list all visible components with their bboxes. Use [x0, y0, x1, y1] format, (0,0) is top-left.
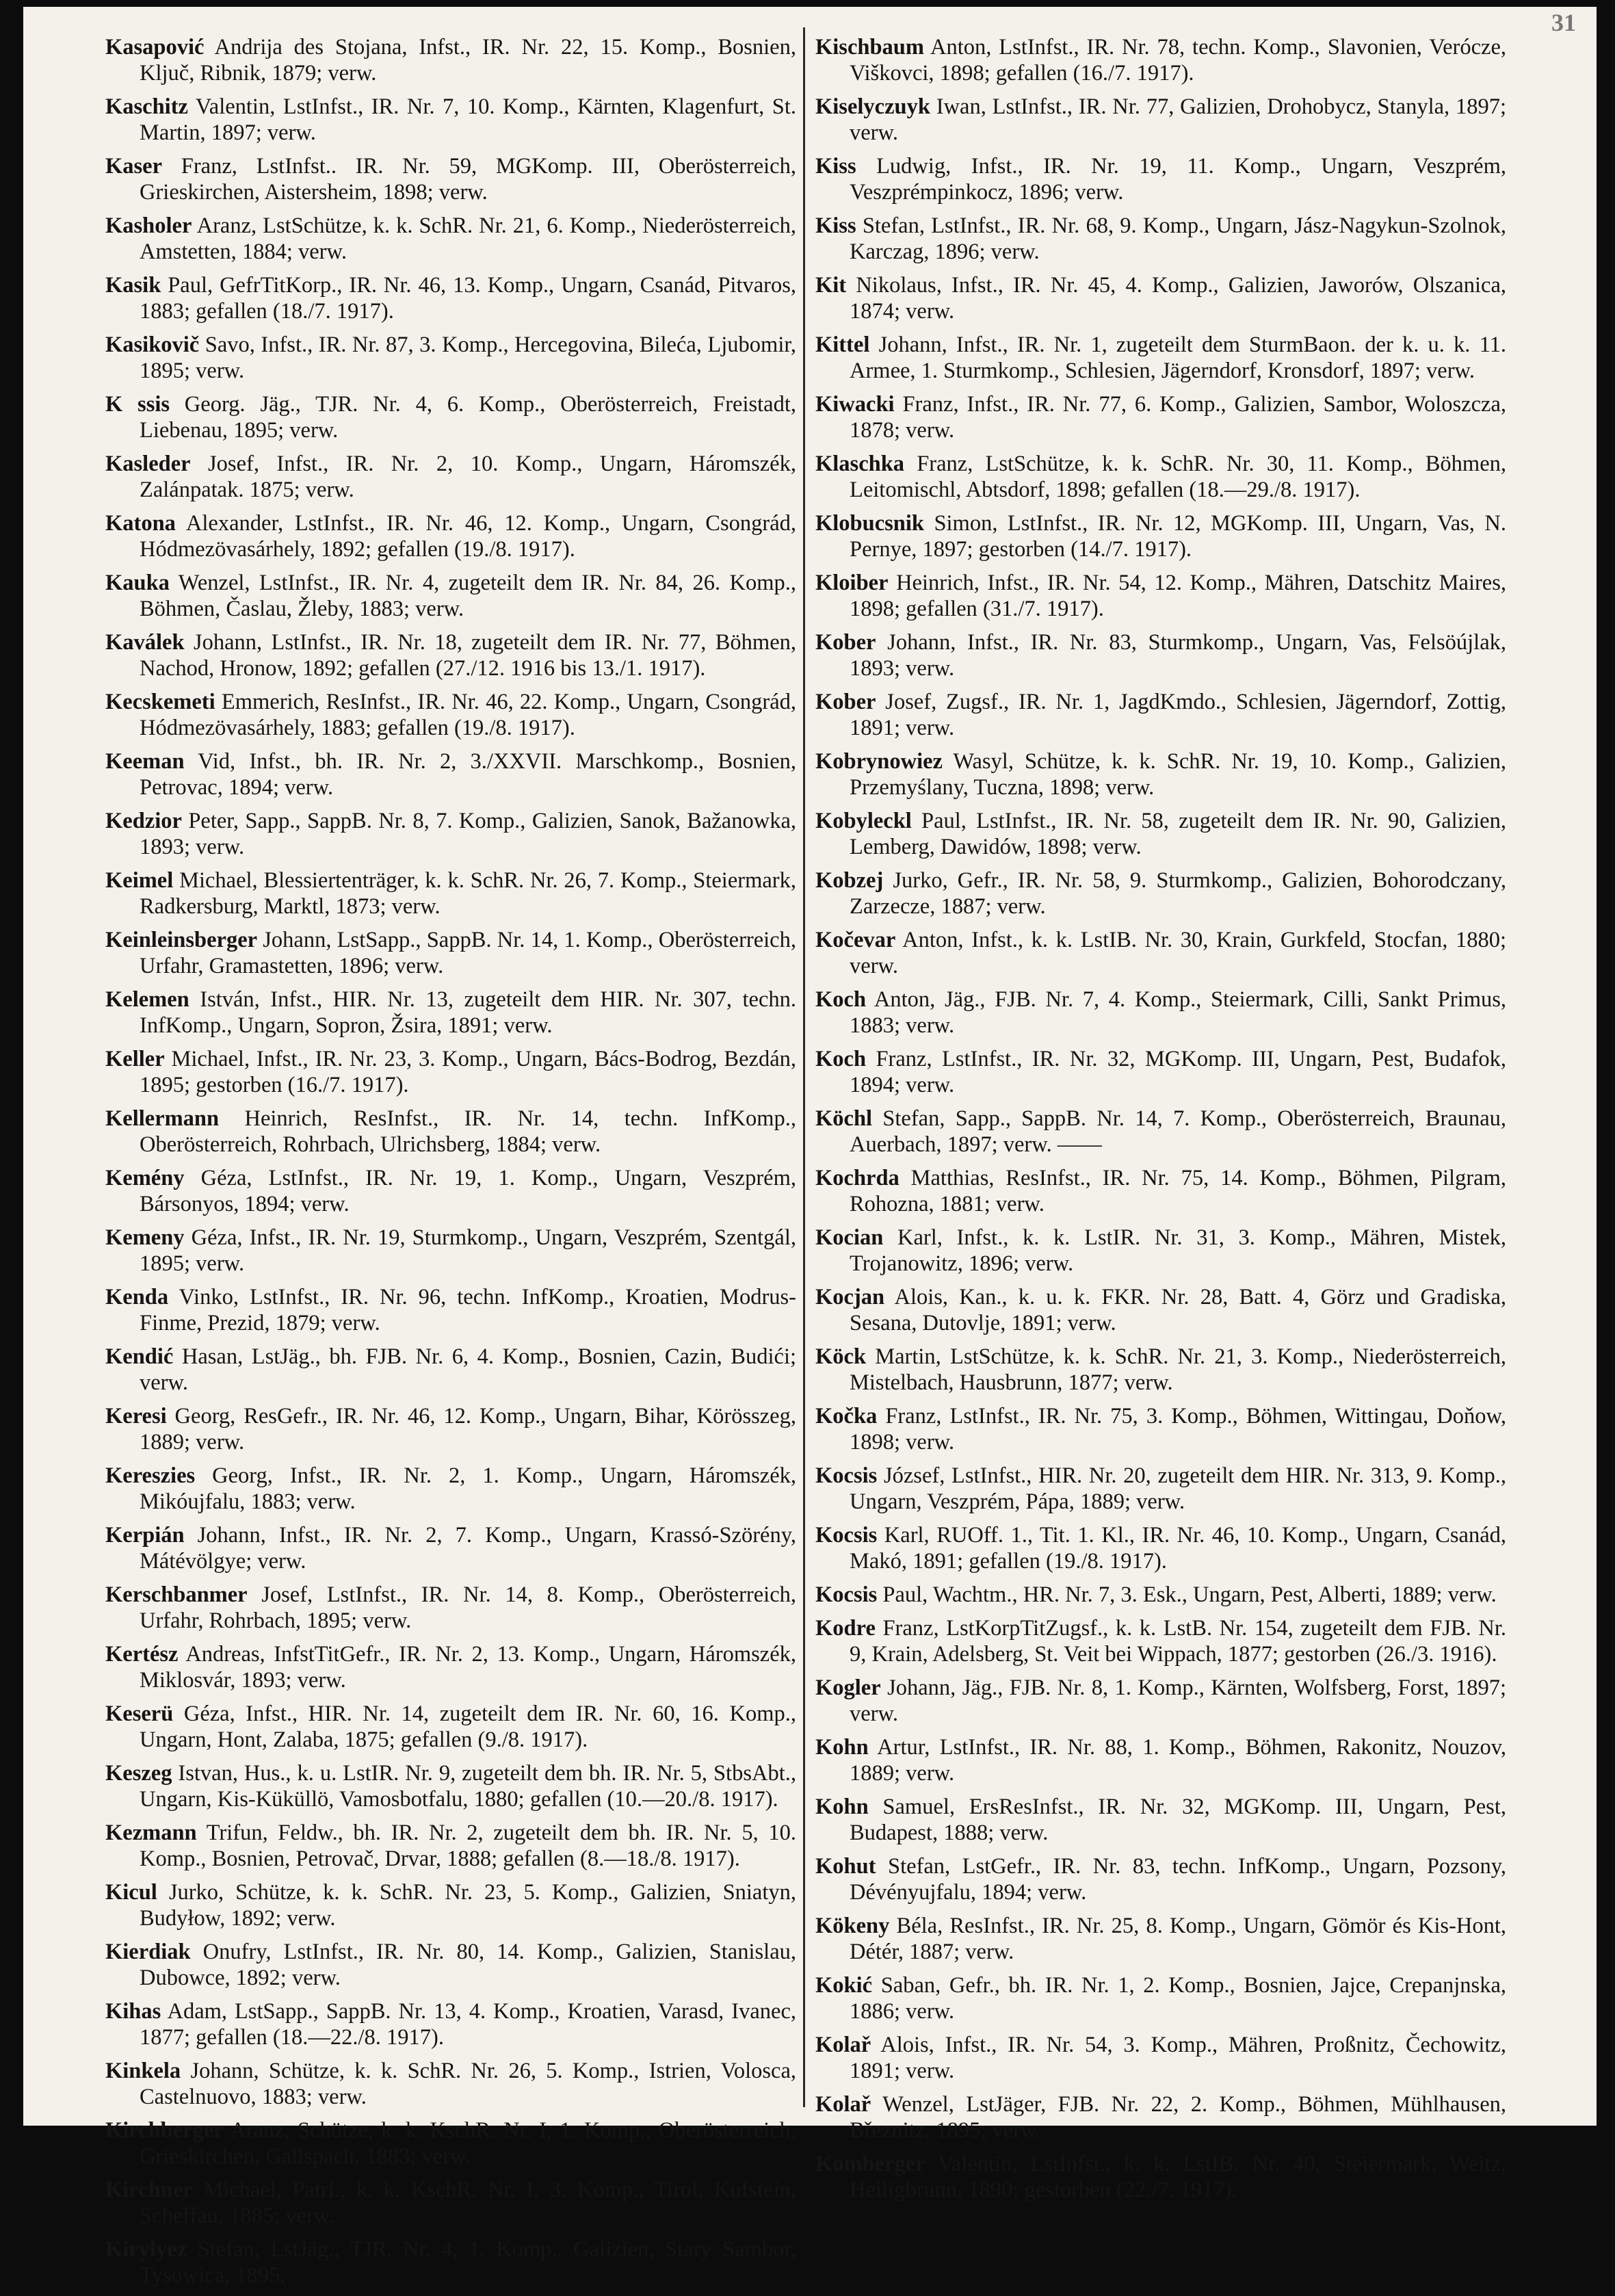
- register-entry: [815, 748, 1506, 800]
- register-entry: [105, 34, 796, 86]
- register-entry: [105, 1760, 796, 1812]
- entry-surname: Koch: [815, 1047, 867, 1071]
- entry-surname: Kobyleckl: [815, 809, 912, 833]
- entry-surname: Keeman: [105, 749, 185, 774]
- entry-surname: Köchl: [815, 1106, 873, 1131]
- entry-details: Johann, Infst., IR. Nr. 1, zugeteilt dem SturmBaon. der k. u. k. 11. Armee, 1. Sturmkomp., Schlesien, Jägerndorf, Kronsdorf, 1897; verw.: [850, 332, 1506, 383]
- register-entry: [815, 1344, 1506, 1396]
- entry-details: József, LstInfst., HIR. Nr. 20, zugeteilt dem HIR. Nr. 313, 9. Komp., Ungarn, Veszprém, Pápa, 1889; verw.: [850, 1463, 1506, 1514]
- entry-details: Johann, LstSapp., SappB. Nr. 14, 1. Komp., Oberösterreich, Urfahr, Gramastetten, 1896; verw.: [140, 928, 796, 978]
- entry-surname: Kauka: [105, 571, 170, 595]
- register-entry: [105, 570, 796, 622]
- register-entry: [815, 1913, 1506, 1965]
- entry-surname: Kinkela: [105, 2059, 181, 2083]
- register-entry: [815, 987, 1506, 1039]
- register-entry: [815, 808, 1506, 860]
- entry-surname: Kecskemeti: [105, 690, 215, 714]
- entry-details: Istvan, Hus., k. u. LstIR. Nr. 9, zugeteilt dem bh. IR. Nr. 5, StbsAbt., Ungarn, Kis-Küküllö, Vamosbotfalu, 1880; gefallen (10.—20./8. 1917).: [140, 1761, 796, 1812]
- entry-surname: Kerschbanmer: [105, 1582, 248, 1607]
- entry-details: Simon, LstInfst., IR. Nr. 12, MGKomp. III, Ungarn, Vas, N. Pernye, 1897; gestorben (14./7. 1917).: [850, 511, 1506, 562]
- register-entry: [105, 689, 796, 741]
- entry-surname: Kereszies: [105, 1463, 196, 1488]
- entry-surname: Kemény: [105, 1166, 185, 1190]
- register-entry: [815, 689, 1506, 741]
- entry-details: Paul, GefrTitKorp., IR. Nr. 46, 13. Komp., Ungarn, Csanád, Pitvaros, 1883; gefallen (18./7. 1917).: [140, 273, 796, 324]
- entry-surname: K ssis: [105, 392, 170, 417]
- register-entry: [815, 1403, 1506, 1455]
- register-entry: [105, 1522, 796, 1574]
- entry-surname: Keimel: [105, 868, 174, 893]
- register-entry: [105, 1820, 796, 1872]
- entry-surname: Keinleinsberger: [105, 928, 258, 952]
- entry-surname: Keresi: [105, 1404, 167, 1429]
- entry-surname: Kemeny: [105, 1225, 185, 1250]
- entry-details: Vid, Infst., bh. IR. Nr. 2, 3./XXVII. Marschkomp., Bosnien, Petrovac, 1894; verw.: [140, 749, 796, 800]
- entry-details: Saban, Gefr., bh. IR. Nr. 1, 2. Komp., Bosnien, Jajce, Crepanjnska, 1886; verw.: [850, 1973, 1506, 2024]
- entry-surname: Kocjan: [815, 1285, 885, 1309]
- register-entry: [815, 2032, 1506, 2084]
- entry-surname: Kedzior: [105, 809, 182, 833]
- entry-details: Franz, LstInfst., IR. Nr. 32, MGKomp. III, Ungarn, Pest, Budafok, 1894; verw.: [850, 1047, 1506, 1097]
- register-entry: [105, 1106, 796, 1158]
- entry-details: Samuel, ErsResInfst., IR. Nr. 32, MGKomp. III, Ungarn, Pest, Budapest, 1888; verw.: [850, 1795, 1506, 1845]
- register-entry: [105, 1046, 796, 1098]
- register-entry: [815, 1165, 1506, 1217]
- register-entry: [105, 272, 796, 324]
- entry-surname: Kobzej: [815, 868, 884, 893]
- entry-surname: Kaválek: [105, 630, 185, 655]
- register-entry: [105, 808, 796, 860]
- register-entry: [815, 867, 1506, 919]
- entry-details: Johann, Infst., IR. Nr. 2, 7. Komp., Ungarn, Krassó-Szörény, Mátévölgye; verw.: [140, 1523, 796, 1574]
- entry-surname: Koch: [815, 987, 867, 1012]
- entry-details: Michael, Infst., IR. Nr. 23, 3. Komp., Ungarn, Bács-Bodrog, Bezdán, 1895; gestorben (16./7. 1917).: [140, 1047, 796, 1097]
- entry-surname: Kerpián: [105, 1523, 185, 1548]
- entry-details: Heinrich, Infst., IR. Nr. 54, 12. Komp., Mähren, Datschitz Maires, 1898; gefallen (31./7. 1917).: [850, 571, 1506, 621]
- register-entry: [815, 1794, 1506, 1846]
- entry-surname: Kobrynowiez: [815, 749, 943, 774]
- entry-details: Josef, Infst., IR. Nr. 2, 10. Komp., Ungarn, Háromszék, Zalánpatak. 1875; verw.: [140, 452, 796, 502]
- entry-details: Andreas, InfstTitGefr., IR. Nr. 2, 13. Komp., Ungarn, Háromszék, Miklosvár, 1893; verw.: [140, 1642, 796, 1693]
- entry-surname: Kočka: [815, 1404, 878, 1429]
- entry-surname: Kirchner: [105, 2178, 193, 2202]
- entry-surname: Kiwacki: [815, 392, 895, 417]
- entry-surname: Kocsis: [815, 1582, 878, 1607]
- entry-surname: Kasikovič: [105, 332, 200, 357]
- entry-details: Franz, LstInfst., IR. Nr. 75, 3. Komp., Böhmen, Wittingau, Doňow, 1898; verw.: [850, 1404, 1506, 1454]
- register-entry: [815, 1972, 1506, 2024]
- entry-surname: Kohut: [815, 1854, 876, 1879]
- entry-details: Paul, Wachtm., HR. Nr. 7, 3. Esk., Ungarn, Pest, Alberti, 1889; verw.: [877, 1582, 1497, 1607]
- entry-surname: Kocsis: [815, 1523, 878, 1548]
- register-entry: [815, 153, 1506, 205]
- register-entry: [815, 272, 1506, 324]
- entry-details: Georg. Jäg., TJR. Nr. 4, 6. Komp., Oberösterreich, Freistadt, Liebenau, 1895; verw.: [140, 392, 796, 443]
- entry-surname: Kihas: [105, 1999, 161, 2024]
- entry-details: Andrija des Stojana, Infst., IR. Nr. 22, 15. Komp., Bosnien, Ključ, Ribnik, 1879; verw.: [140, 35, 796, 86]
- register-entry: [105, 1998, 796, 2050]
- entry-details: Karl, Infst., k. k. LstIR. Nr. 31, 3. Komp., Mähren, Mistek, Trojanowitz, 1896; verw.: [850, 1225, 1506, 1276]
- register-entry: [105, 1939, 796, 1991]
- entry-surname: Keserü: [105, 1701, 174, 1726]
- register-entry: [815, 2091, 1506, 2143]
- entry-surname: Kaschitz: [105, 94, 188, 119]
- entry-details: Alois, Infst., IR. Nr. 54, 3. Komp., Mähren, Proßnitz, Čechowitz, 1891; verw.: [850, 2033, 1506, 2083]
- register-entry: [815, 1284, 1506, 1336]
- register-entry: [105, 2236, 796, 2288]
- register-entry: [105, 2177, 796, 2229]
- entry-surname: Kicul: [105, 1880, 157, 1905]
- register-entry: [815, 213, 1506, 265]
- entry-surname: Kasholer: [105, 213, 192, 238]
- entry-details: Josef, LstInfst., IR. Nr. 14, 8. Komp., Oberösterreich, Urfahr, Rohrbach, 1895; verw.: [140, 1582, 796, 1633]
- entry-surname: Kenda: [105, 1285, 169, 1309]
- entry-surname: Kober: [815, 690, 876, 714]
- entry-details: Heinrich, ResInfst., IR. Nr. 14, techn. InfKomp., Oberösterreich, Rohrbach, Ulrichsberg, 1884; verw.: [140, 1106, 796, 1157]
- register-entry: [105, 332, 796, 384]
- entry-details: Paul, LstInfst., IR. Nr. 58, zugeteilt dem IR. Nr. 90, Galizien, Lemberg, Dawidów, 1898; verw.: [850, 809, 1506, 859]
- register-entry: [105, 987, 796, 1039]
- entry-details: Franz, LstSchütze, k. k. SchR. Nr. 30, 11. Komp., Böhmen, Leitomischl, Abtsdorf, 1898; gefallen (18.—29./8. 1917).: [850, 452, 1506, 502]
- entry-surname: Keller: [105, 1047, 165, 1071]
- entry-surname: Kasleder: [105, 452, 191, 476]
- entry-details: Iwan, LstInfst., IR. Nr. 77, Galizien, Drohobycz, Stanyla, 1897; verw.: [850, 94, 1506, 145]
- entry-surname: Köck: [815, 1344, 867, 1369]
- register-entry: [815, 391, 1506, 443]
- entry-surname: Kohn: [815, 1795, 869, 1819]
- register-entry: [815, 332, 1506, 384]
- register-entry: [815, 1853, 1506, 1905]
- entry-surname: Kertész: [105, 1642, 179, 1667]
- entry-details: Valentin, LstInfst., k. k. LstIB. Nr. 40, Steiermark, Weitz, Heiligbrunn, 1890; gestorben (22./7. 1917).: [850, 2152, 1506, 2202]
- entry-details: Josef, Zugsf., IR. Nr. 1, JagdKmdo., Schlesien, Jägerndorf, Zottig, 1891; verw.: [850, 690, 1506, 740]
- entry-surname: Kendić: [105, 1344, 174, 1369]
- entry-details: Johann, Infst., IR. Nr. 83, Sturmkomp., Ungarn, Vas, Felsöújlak, 1893; verw.: [850, 630, 1506, 681]
- entry-details: Michael, Blessiertenträger, k. k. SchR. Nr. 26, 7. Komp., Steiermark, Radkersburg, Marktl, 1873; verw.: [140, 868, 796, 919]
- entry-surname: Kezmann: [105, 1821, 197, 1845]
- register-entry: [105, 1344, 796, 1396]
- entry-surname: Kiss: [815, 154, 856, 179]
- entry-details: Martin, LstSchütze, k. k. SchR. Nr. 21, 3. Komp., Niederösterreich, Mistelbach, Hausbrunn, 1877; verw.: [850, 1344, 1506, 1395]
- register-entry: [105, 1225, 796, 1277]
- entry-surname: Kolař: [815, 2092, 871, 2117]
- entry-details: Stefan, LstJäg., TJR. Nr. 4, 1. Komp., Galizien, Stary Sambor, Tysowica, 1895.: [140, 2237, 796, 2288]
- register-entry: [105, 2058, 796, 2110]
- entry-details: Stefan, LstInfst., IR. Nr. 68, 9. Komp., Ungarn, Jász-Nagykun-Szolnok, Karczag, 1896; verw.: [850, 213, 1506, 264]
- entry-details: Vinko, LstInfst., IR. Nr. 96, techn. InfKomp., Kroatien, Modrus-Finme, Prezid, 1879; verw.: [140, 1285, 796, 1335]
- entry-surname: Kogler: [815, 1675, 881, 1700]
- right-column: [815, 34, 1506, 2210]
- entry-details: Anton, LstInfst., IR. Nr. 78, techn. Komp., Slavonien, Verócze, Viškovci, 1898; gefallen (16./7. 1917).: [850, 35, 1506, 86]
- register-entry: [815, 1615, 1506, 1667]
- entry-surname: Kasapović: [105, 35, 205, 60]
- entry-details: Stefan, Sapp., SappB. Nr. 14, 7. Komp., Oberösterreich, Braunau, Auerbach, 1897; verw. ——: [850, 1106, 1506, 1157]
- register-entry: [105, 1284, 796, 1336]
- entry-surname: Kaser: [105, 154, 163, 179]
- entry-surname: Kochrda: [815, 1166, 900, 1190]
- register-entry: [815, 1522, 1506, 1574]
- entry-surname: Kodre: [815, 1616, 876, 1641]
- entry-surname: Kocsis: [815, 1463, 878, 1488]
- register-entry: [105, 1641, 796, 1693]
- entry-surname: Keszeg: [105, 1761, 172, 1786]
- entry-surname: Kohn: [815, 1735, 869, 1760]
- register-entry: [815, 1106, 1506, 1158]
- entry-details: Franz, LstInfst.. IR. Nr. 59, MGKomp. III, Oberösterreich, Grieskirchen, Aistersheim, 1898; verw.: [140, 154, 796, 205]
- entry-surname: Kittel: [815, 332, 870, 357]
- entry-details: Anton, Infst., k. k. LstIB. Nr. 30, Krain, Gurkfeld, Stocfan, 1880; verw.: [850, 928, 1506, 978]
- entry-details: Johann, LstInfst., IR. Nr. 18, zugeteilt dem IR. Nr. 77, Böhmen, Nachod, Hronow, 1892; gefallen (27./12. 1916 bis 13./1. 1917).: [140, 630, 796, 681]
- register-entry: [105, 748, 796, 800]
- entry-surname: Komberger: [815, 2152, 925, 2176]
- register-entry: [105, 1463, 796, 1515]
- entry-details: Wenzel, LstJäger, FJB. Nr. 22, 2. Komp., Böhmen, Mühlhausen, Březnitz, 1895; verw.: [850, 2092, 1506, 2143]
- register-entry: [105, 213, 796, 265]
- entry-surname: Kiss: [815, 213, 856, 238]
- register-entry: [815, 2151, 1506, 2203]
- entry-details: Ludwig, Infst., IR. Nr. 19, 11. Komp., Ungarn, Veszprém, Veszprémpinkocz, 1896; verw.: [850, 154, 1506, 205]
- entry-details: Trifun, Feldw., bh. IR. Nr. 2, zugeteilt dem bh. IR. Nr. 5, 10. Komp., Bosnien, Petrovač, Drvar, 1888; gefallen (8.—18./8. 1917).: [140, 1821, 796, 1871]
- entry-details: Franz, Infst., IR. Nr. 77, 6. Komp., Galizien, Sambor, Woloszcza, 1878; verw.: [850, 392, 1506, 443]
- entry-details: Georg, Infst., IR. Nr. 2, 1. Komp., Ungarn, Háromszék, Mikóujfalu, 1883; verw.: [140, 1463, 796, 1514]
- register-entry: [815, 510, 1506, 562]
- register-entry: [105, 2117, 796, 2169]
- entry-details: Savo, Infst., IR. Nr. 87, 3. Komp., Hercegovina, Bileća, Ljubomir, 1895; verw.: [140, 332, 796, 383]
- register-entry: [815, 1046, 1506, 1098]
- entry-details: Jurko, Gefr., IR. Nr. 58, 9. Sturmkomp., Galizien, Bohorodczany, Zarzecze, 1887; verw.: [850, 868, 1506, 919]
- entry-details: Géza, LstInfst., IR. Nr. 19, 1. Komp., Ungarn, Veszprém, Bársonyos, 1894; verw.: [140, 1166, 796, 1216]
- register-entry: [105, 391, 796, 443]
- entry-surname: Kocian: [815, 1225, 884, 1250]
- entry-details: Peter, Sapp., SappB. Nr. 8, 7. Komp., Galizien, Sanok, Bažanowka, 1893; verw.: [140, 809, 796, 859]
- entry-surname: Kierdiak: [105, 1940, 191, 1964]
- entry-surname: Kelemen: [105, 987, 189, 1012]
- register-entry: [815, 1734, 1506, 1786]
- entry-details: Adam, LstSapp., SappB. Nr. 13, 4. Komp., Kroatien, Varasd, Ivanec, 1877; gefallen (18.—22./8. 1917).: [140, 1999, 796, 2050]
- register-entry: [815, 629, 1506, 681]
- entry-surname: Kasik: [105, 273, 161, 298]
- entry-details: Valentin, LstInfst., IR. Nr. 7, 10. Komp., Kärnten, Klagenfurt, St. Martin, 1897; verw.: [140, 94, 796, 145]
- entry-details: Alexander, LstInfst., IR. Nr. 46, 12. Komp., Ungarn, Csongrád, Hódmezövasárhely, 1892; gefallen (19./8. 1917).: [140, 511, 796, 562]
- entry-details: Géza, Infst., IR. Nr. 19, Sturmkomp., Ungarn, Veszprém, Szentgál, 1895; verw.: [140, 1225, 796, 1276]
- entry-surname: Kirchberger: [105, 2118, 224, 2143]
- entry-surname: Kokić: [815, 1973, 873, 1998]
- entry-details: Matthias, ResInfst., IR. Nr. 75, 14. Komp., Böhmen, Pilgram, Rohozna, 1881; verw.: [850, 1166, 1506, 1216]
- entry-details: Emmerich, ResInfst., IR. Nr. 46, 22. Komp., Ungarn, Csongrád, Hódmezövasárhely, 1883; gefallen (19./8. 1917).: [140, 690, 796, 740]
- document-page: [23, 7, 1597, 2288]
- register-entry: [815, 1225, 1506, 1277]
- register-entry: [105, 510, 796, 562]
- entry-details: Hasan, LstJäg., bh. FJB. Nr. 6, 4. Komp., Bosnien, Cazin, Budići; verw.: [140, 1344, 796, 1395]
- register-entry: [105, 1165, 796, 1217]
- register-entry: [815, 570, 1506, 622]
- entry-details: Michael, Patrl., k. k. KschR. Nr. I, 3. Komp., Tirol, Kufstein, Scheffau, 1885; verw.: [140, 2178, 796, 2228]
- entry-surname: Klaschka: [815, 452, 905, 476]
- entry-details: Nikolaus, Infst., IR. Nr. 45, 4. Komp., Galizien, Jaworów, Olszanica, 1874; verw.: [846, 273, 1506, 324]
- entry-details: István, Infst., HIR. Nr. 13, zugeteilt dem HIR. Nr. 307, techn. InfKomp., Ungarn, Sopron, Žsira, 1891; verw.: [140, 987, 796, 1038]
- register-entry: [105, 1879, 796, 1931]
- entry-surname: Kit: [815, 273, 847, 298]
- register-entry: [105, 153, 796, 205]
- entry-details: Aranz, LstSchütze, k. k. SchR. Nr. 21, 6. Komp., Niederösterreich, Amstetten, 1884; verw.: [140, 213, 796, 264]
- register-entry: [105, 1403, 796, 1455]
- entry-details: Jurko, Schütze, k. k. SchR. Nr. 23, 5. Komp., Galizien, Sniatyn, Budyłow, 1892; verw.: [140, 1880, 796, 1931]
- register-entry: [105, 629, 796, 681]
- entry-details: Johann, Schütze, k. k. SchR. Nr. 26, 5. Komp., Istrien, Volosca, Castelnuovo, 1883; verw.: [140, 2059, 796, 2109]
- entry-details: Stefan, LstGefr., IR. Nr. 83, techn. InfKomp., Ungarn, Pozsony, Dévényujfalu, 1894; verw.: [850, 1854, 1506, 1905]
- entry-details: Karl, RUOff. 1., Tit. 1. Kl., IR. Nr. 46, 10. Komp., Ungarn, Csanád, Makó, 1891; gefallen (19./8. 1917).: [850, 1523, 1506, 1574]
- entry-surname: Kökeny: [815, 1914, 890, 1938]
- register-entry: [815, 451, 1506, 503]
- register-entry: [815, 1582, 1506, 1608]
- entry-surname: Kočevar: [815, 928, 896, 952]
- page-number: 31: [1551, 9, 1576, 36]
- register-entry: [815, 1675, 1506, 1727]
- entry-surname: Katona: [105, 511, 176, 536]
- register-entry: [815, 34, 1506, 86]
- entry-surname: Kloiber: [815, 571, 889, 595]
- register-entry: [105, 1701, 796, 1753]
- entry-details: Wasyl, Schütze, k. k. SchR. Nr. 19, 10. Komp., Galizien, Przemyślany, Tuczna, 1898; verw.: [850, 749, 1506, 800]
- entry-surname: Kischbaum: [815, 35, 924, 60]
- entry-details: Géza, Infst., HIR. Nr. 14, zugeteilt dem IR. Nr. 60, 16. Komp., Ungarn, Hont, Zalaba, 1875; gefallen (9./8. 1917).: [140, 1701, 796, 1752]
- register-entry: [105, 927, 796, 979]
- register-entry: [105, 451, 796, 503]
- entry-details: Franz, LstKorpTitZugsf., k. k. LstB. Nr. 154, zugeteilt dem FJB. Nr. 9, Krain, Adelsberg, St. Veit bei Wippach, 1877; gestorben (26./3. 1916).: [850, 1616, 1506, 1667]
- entry-details: Wenzel, LstInfst., IR. Nr. 4, zugeteilt dem IR. Nr. 84, 26. Komp., Böhmen, Časlau, Žleby, 1883; verw.: [140, 571, 796, 621]
- entry-surname: Kellermann: [105, 1106, 220, 1131]
- entry-surname: Kiselyczuyk: [815, 94, 930, 119]
- register-entry: [815, 927, 1506, 979]
- register-entry: [815, 94, 1506, 146]
- entry-details: Béla, ResInfst., IR. Nr. 25, 8. Komp., Ungarn, Gömör és Kis-Hont, Détér, 1887; verw.: [850, 1914, 1506, 1964]
- entry-surname: Klobucsnik: [815, 511, 924, 536]
- register-entry: [105, 94, 796, 146]
- register-entry: [815, 1463, 1506, 1515]
- entry-details: Artur, LstInfst., IR. Nr. 88, 1. Komp., Böhmen, Rakonitz, Nouzov, 1889; verw.: [850, 1735, 1506, 1786]
- entry-details: Johann, Jäg., FJB. Nr. 8, 1. Komp., Kärnten, Wolfsberg, Forst, 1897; verw.: [850, 1675, 1506, 1726]
- left-column: [105, 34, 796, 2296]
- entry-details: Aranz, Schütze, k. k. KschR. Nr. I, 1. Komp., Oberösterreich, Grieskirchen, Gallspach, 1883; verw.: [140, 2118, 796, 2169]
- entry-details: Anton, Jäg., FJB. Nr. 7, 4. Komp., Steiermark, Cilli, Sankt Primus, 1883; verw.: [850, 987, 1506, 1038]
- register-entry: [105, 867, 796, 919]
- entry-surname: Kober: [815, 630, 876, 655]
- column-divider: [803, 27, 805, 2107]
- entry-details: Alois, Kan., k. u. k. FKR. Nr. 28, Batt. 4, Görz und Gradiska, Sesana, Dutovlje, 1891; verw.: [850, 1285, 1506, 1335]
- entry-surname: Kolař: [815, 2033, 871, 2057]
- entry-details: Georg, ResGefr., IR. Nr. 46, 12. Komp., Ungarn, Bihar, Körösszeg, 1889; verw.: [140, 1404, 796, 1454]
- entry-details: Onufry, LstInfst., IR. Nr. 80, 14. Komp., Galizien, Stanislau, Dubowce, 1892; verw.: [140, 1940, 796, 1990]
- register-entry: [105, 1582, 796, 1634]
- entry-surname: Kirylyez: [105, 2237, 187, 2262]
